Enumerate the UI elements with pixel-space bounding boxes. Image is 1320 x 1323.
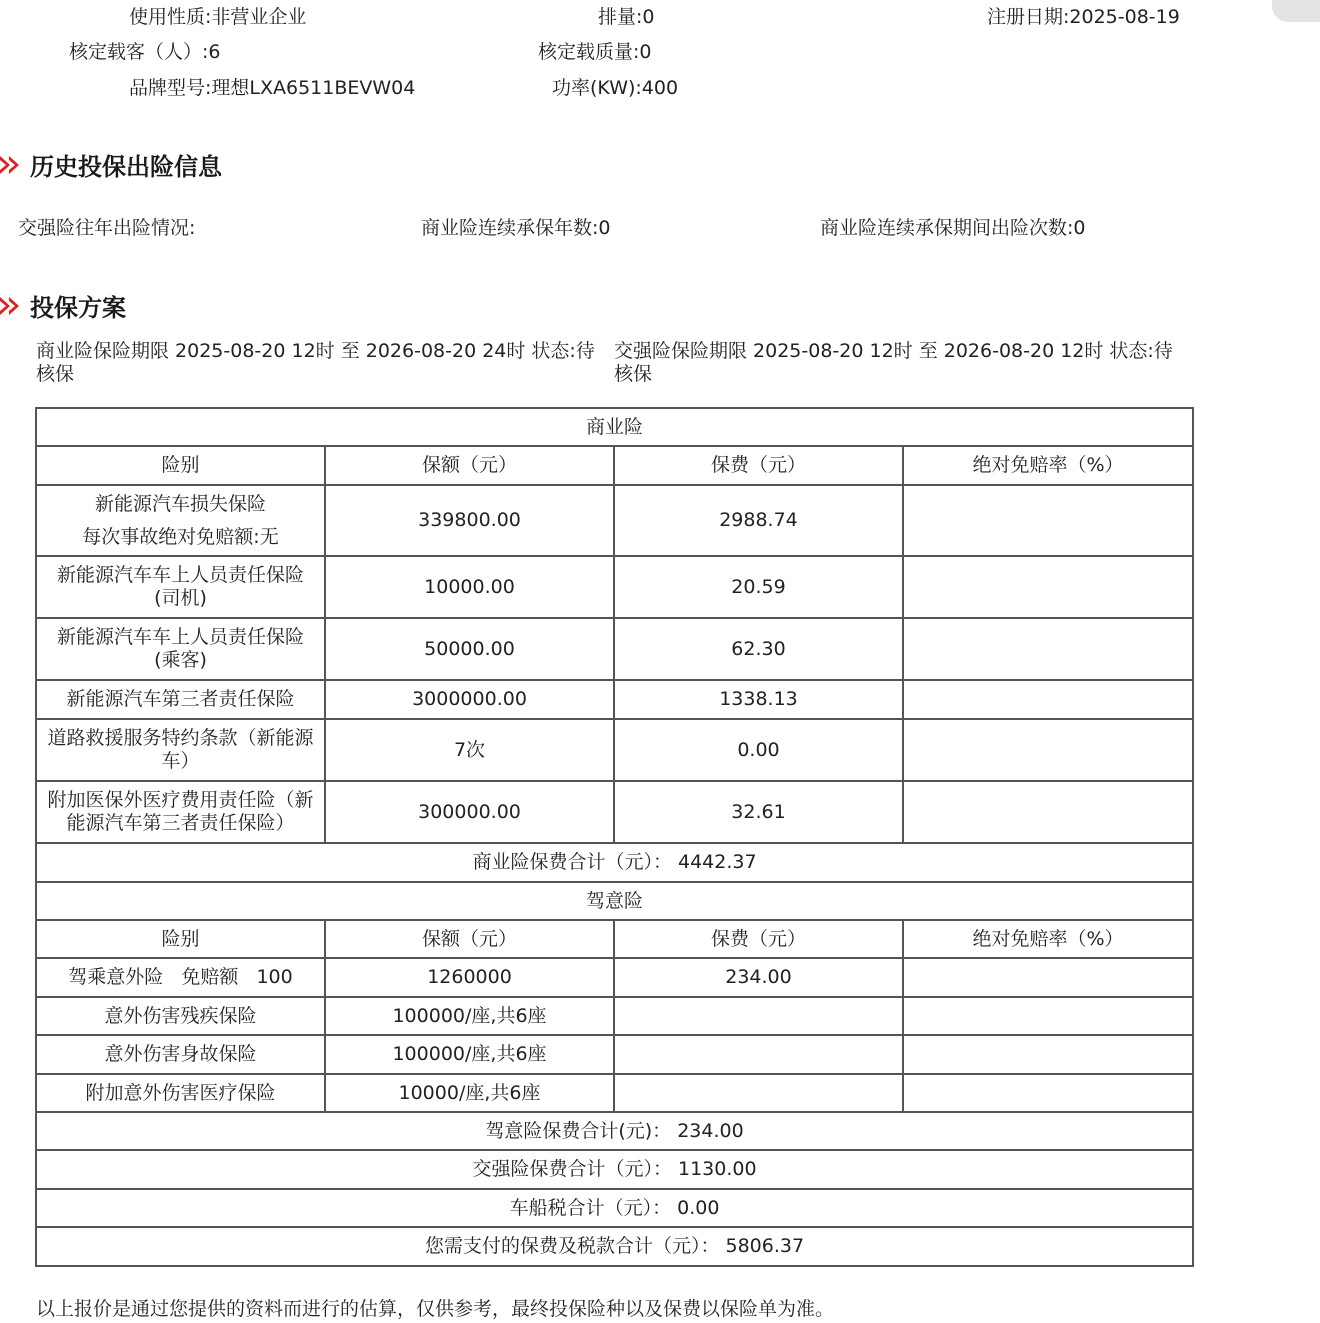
commercial-title: 商业险 — [36, 408, 1193, 446]
kind-cell — [36, 485, 325, 556]
kind-line2: (乘客) — [154, 649, 207, 671]
power-text: 功率(KW):400 — [552, 77, 679, 99]
deductible-cell — [903, 958, 1193, 997]
accident-title-row — [36, 882, 1193, 920]
table-row — [36, 958, 1193, 997]
table-row — [36, 680, 1193, 719]
header-kind: 险别 — [36, 920, 325, 958]
premium-cell — [614, 1074, 903, 1112]
table-row — [36, 1074, 1193, 1112]
commercial-period-line2: 核保 — [36, 363, 75, 385]
premium-cell — [614, 1035, 903, 1074]
premium-cell: 2988.74 — [614, 485, 903, 556]
kind-line1: 新能源汽车车上人员责任保险 — [56, 626, 304, 648]
kind-cell: 新能源汽车第三者责任保险 — [36, 680, 325, 719]
premium-cell: 20.59 — [614, 556, 903, 618]
header-amount: 保额（元） — [325, 446, 614, 485]
kind-line1: 附加医保外医疗费用责任险（新 — [47, 789, 314, 811]
deductible-cell — [903, 1074, 1193, 1112]
accident-header-row — [36, 920, 1193, 958]
usage-text: 使用性质:非营业企业 — [129, 6, 307, 28]
kind-line2: (司机) — [154, 587, 207, 609]
table-row — [36, 556, 1193, 618]
deductible-cell — [903, 618, 1193, 680]
kind-cell: 意外伤害身故保险 — [36, 1035, 325, 1074]
kind-line2: 每次事故绝对免赔额:无 — [82, 525, 279, 548]
header-deductible: 绝对免赔率（%） — [903, 446, 1193, 485]
header-deductible: 绝对免赔率（%） — [903, 920, 1193, 958]
premium-cell — [614, 997, 903, 1035]
commercial-total-row — [36, 843, 1193, 882]
registration-date-text: 注册日期:2025-08-19 — [987, 6, 1180, 28]
history-section-header — [0, 147, 222, 182]
deductible-cell — [903, 719, 1193, 781]
footer-note: 以上报价是通过您提供的资料而进行的估算，仅供参考，最终投保险种以及保费以保险单为准。 — [36, 1298, 835, 1320]
premium-cell: 62.30 — [614, 618, 903, 680]
commercial-title-row — [36, 408, 1193, 446]
amount-cell: 339800.00 — [325, 485, 614, 556]
amount-cell: 300000.00 — [325, 781, 614, 843]
header-premium: 保费（元） — [614, 920, 903, 958]
tax-total-row — [36, 1189, 1193, 1227]
commercial-period-line1: 商业险保险期限 2025-08-20 12时 至 2026-08-20 24时 状态:待 — [36, 340, 595, 362]
amount-cell: 10000.00 — [325, 556, 614, 618]
kind-cell — [36, 556, 325, 618]
premium-cell: 234.00 — [614, 958, 903, 997]
plan-section-header — [0, 288, 126, 323]
compulsory-period-line1: 交强险保险期限 2025-08-20 12时 至 2026-08-20 12时 状态:待 — [614, 340, 1173, 362]
amount-cell: 50000.00 — [325, 618, 614, 680]
kind-cell — [36, 781, 325, 843]
header-premium: 保费（元） — [614, 446, 903, 485]
amount-cell: 100000/座,共6座 — [325, 997, 614, 1035]
table-row — [36, 618, 1193, 680]
amount-cell: 7次 — [325, 719, 614, 781]
compulsory-total-row — [36, 1150, 1193, 1189]
grand-total: 您需支付的保费及税款合计（元）： 5806.37 — [36, 1227, 1193, 1266]
tax-total: 车船税合计（元）： 0.00 — [36, 1189, 1193, 1227]
deductible-cell — [903, 997, 1193, 1035]
model-text: 品牌型号:理想LXA6511BEVW04 — [129, 77, 416, 99]
table-row — [36, 1035, 1193, 1074]
kind-line1: 新能源汽车车上人员责任保险 — [56, 564, 304, 586]
compulsory-period-line2: 核保 — [614, 363, 653, 385]
accident-total-row — [36, 1112, 1193, 1150]
header-amount: 保额（元） — [325, 920, 614, 958]
commercial-years-text: 商业险连续承保年数:0 — [421, 217, 611, 239]
history-section-title: 历史投保出险信息 — [30, 153, 222, 181]
commercial-header-row — [36, 446, 1193, 485]
commercial-total: 商业险保费合计（元）： 4442.37 — [36, 843, 1193, 882]
displacement-text: 排量:0 — [598, 6, 655, 28]
table-row — [36, 485, 1193, 556]
kind-cell — [36, 618, 325, 680]
quote-table — [35, 407, 1194, 1267]
kind-line2: 车） — [161, 750, 200, 772]
accident-total: 驾意险保费合计(元)： 234.00 — [36, 1112, 1193, 1150]
table-row — [36, 719, 1193, 781]
amount-cell: 10000/座,共6座 — [325, 1074, 614, 1112]
kind-cell: 驾乘意外险 免赔额 100 — [36, 958, 325, 997]
kind-line1: 道路救援服务特约条款（新能源 — [47, 727, 314, 749]
kind-line1: 新能源汽车损失保险 — [94, 492, 266, 515]
header-kind: 险别 — [36, 446, 325, 485]
deductible-cell — [903, 680, 1193, 719]
passengers-text: 核定载客（人）:6 — [69, 41, 221, 63]
load-text: 核定载质量:0 — [538, 41, 652, 63]
deductible-cell — [903, 485, 1193, 556]
kind-cell: 意外伤害残疾保险 — [36, 997, 325, 1035]
corner-button[interactable] — [1272, 0, 1320, 22]
compulsory-total: 交强险保费合计（元）： 1130.00 — [36, 1150, 1193, 1189]
grand-total-row — [36, 1227, 1193, 1266]
kind-line2: 能源汽车第三者责任保险） — [66, 812, 295, 834]
compulsory-period — [614, 340, 1214, 386]
kind-cell: 附加意外伤害医疗保险 — [36, 1074, 325, 1112]
premium-cell: 1338.13 — [614, 680, 903, 719]
deductible-cell — [903, 781, 1193, 843]
amount-cell: 100000/座,共6座 — [325, 1035, 614, 1074]
premium-cell: 0.00 — [614, 719, 903, 781]
commercial-period — [36, 340, 614, 386]
amount-cell: 1260000 — [325, 958, 614, 997]
kind-cell — [36, 719, 325, 781]
premium-cell: 32.61 — [614, 781, 903, 843]
double-chevron-right-icon — [0, 294, 24, 318]
double-chevron-right-icon — [0, 153, 24, 177]
commercial-claims-text: 商业险连续承保期间出险次数:0 — [820, 217, 1086, 239]
amount-cell: 3000000.00 — [325, 680, 614, 719]
accident-title: 驾意险 — [36, 882, 1193, 920]
table-row — [36, 781, 1193, 843]
deductible-cell — [903, 1035, 1193, 1074]
plan-section-title: 投保方案 — [30, 294, 126, 322]
deductible-cell — [903, 556, 1193, 618]
table-row — [36, 997, 1193, 1035]
compulsory-claims-text: 交强险往年出险情况: — [18, 217, 196, 239]
